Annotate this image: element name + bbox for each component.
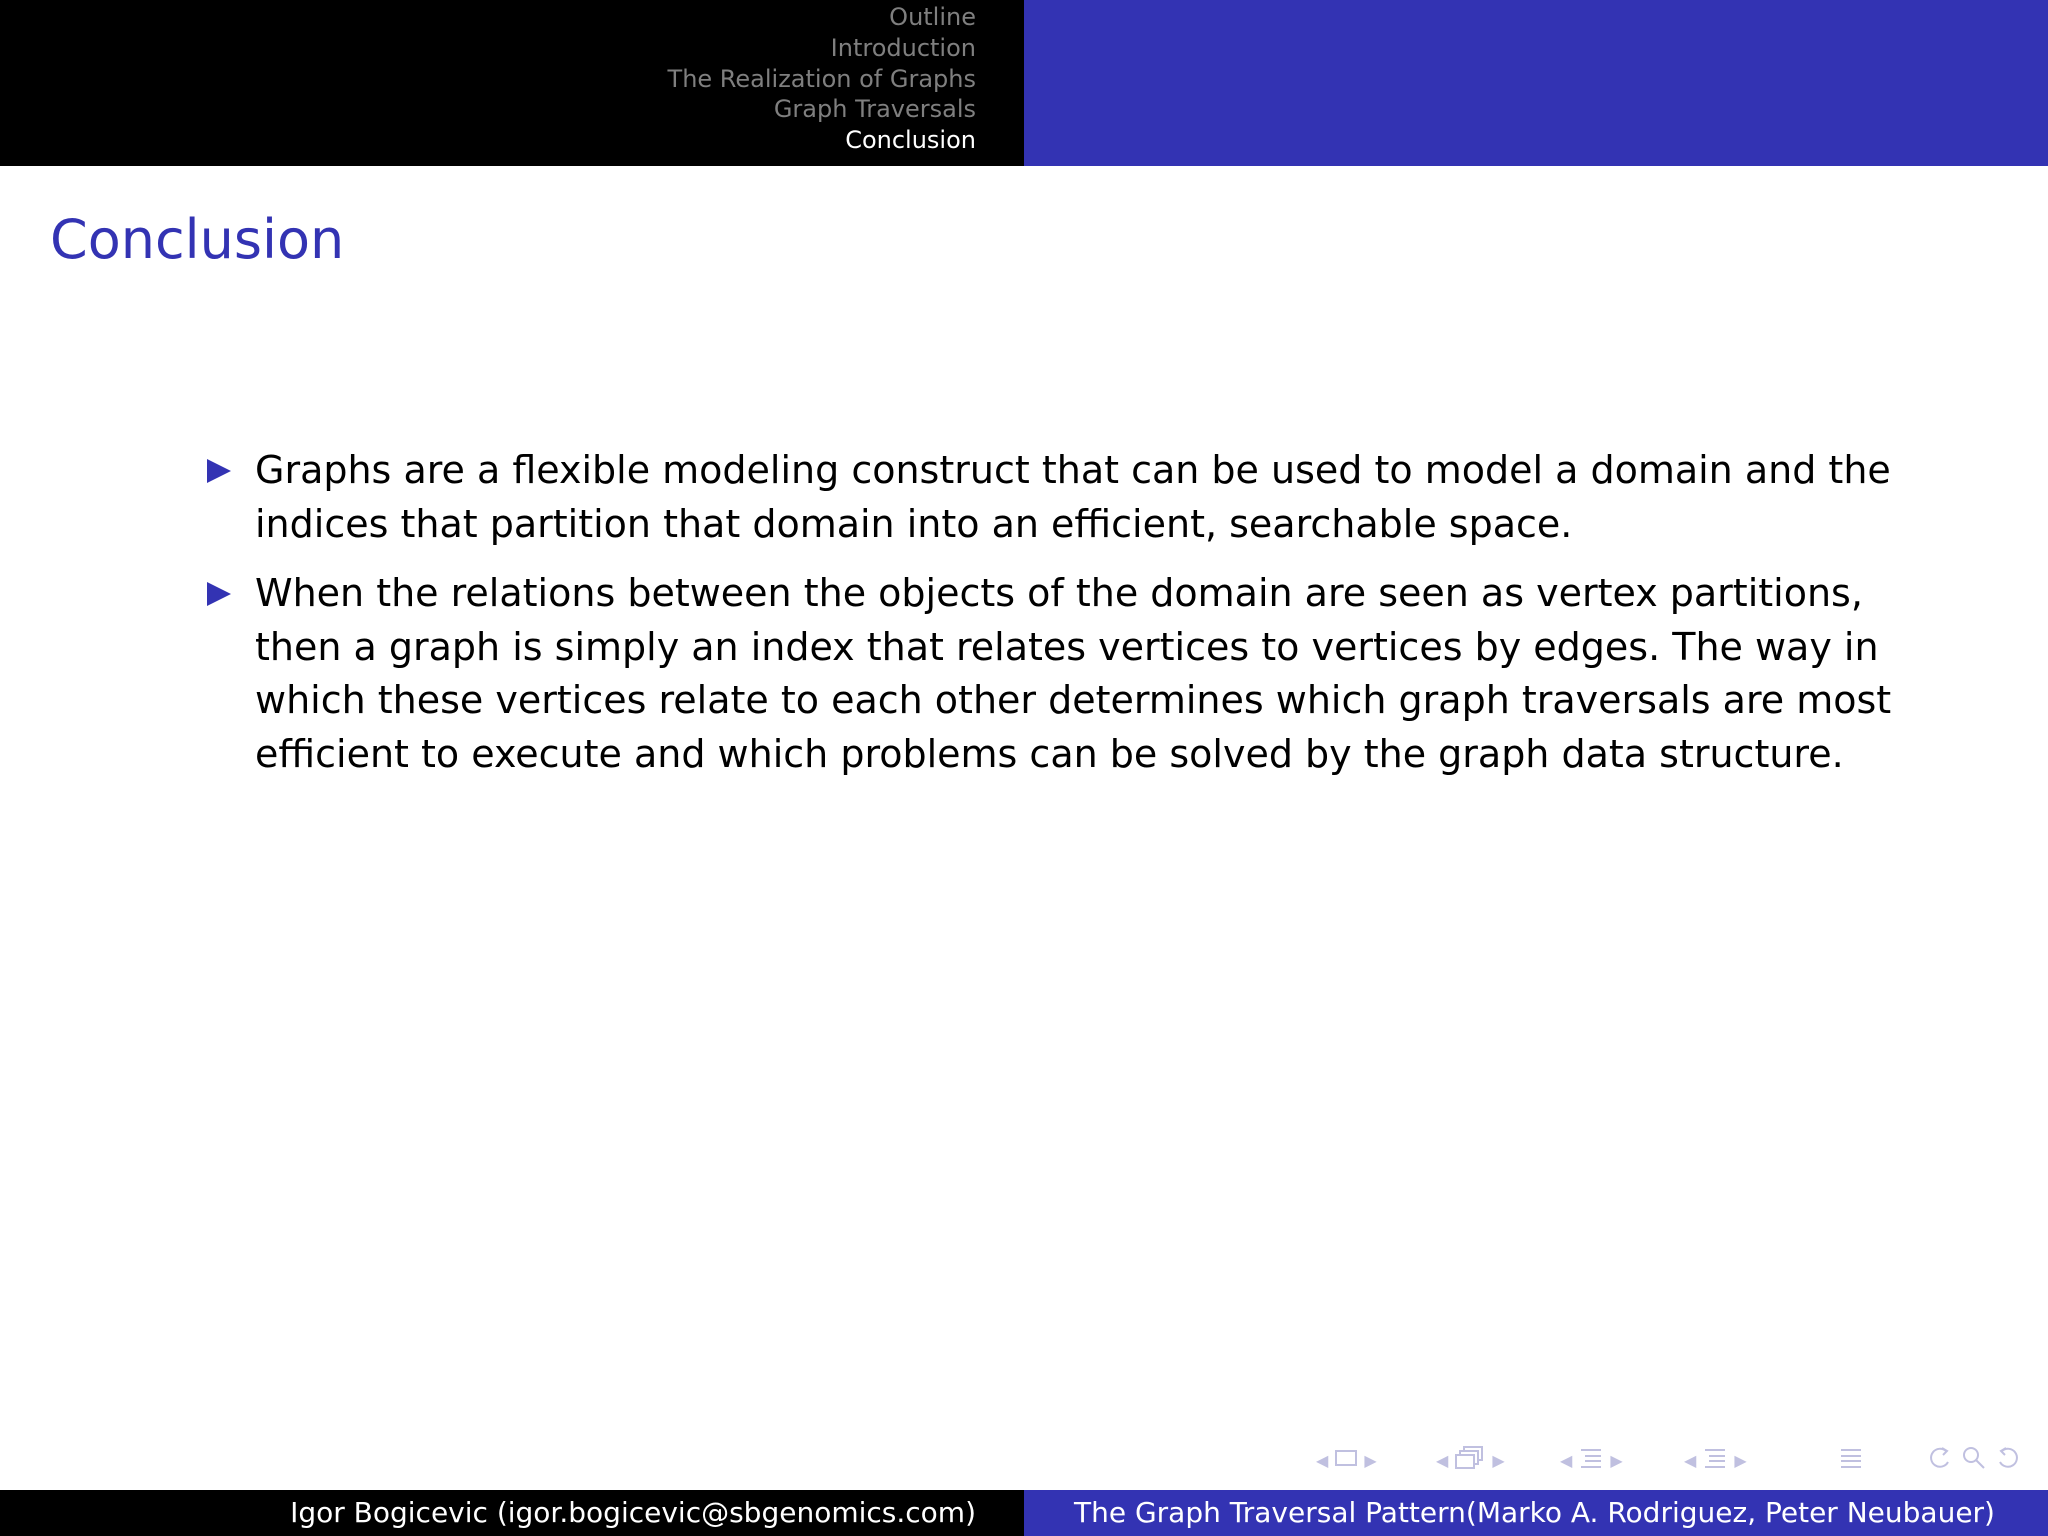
bullet-text: When the relations between the objects of the domain are seen as vertex partitions, then a graph is simply an index that relates vertices to vertices by edges. The way in which these vertices relate to each other determines which graph traversals are most efficient to execute and which problems can be solved by the graph data structure. (255, 571, 1892, 776)
headline-section-panel (0, 0, 1024, 166)
frame-icon[interactable] (1454, 1445, 1486, 1475)
previous-frame-arrow-icon[interactable]: ◀ (1436, 1450, 1449, 1470)
headline (0, 0, 2048, 166)
back-icon[interactable] (1926, 1444, 1954, 1476)
frame-navigation (1436, 1442, 1505, 1478)
section-link-graph-traversals[interactable]: Graph Traversals (773, 95, 976, 124)
headline-subsection-panel (1024, 0, 2048, 166)
bullet-item (205, 567, 1925, 781)
previous-slide-arrow-icon[interactable]: ◀ (1316, 1450, 1329, 1470)
next-subsection-arrow-icon[interactable]: ▶ (1610, 1450, 1623, 1470)
previous-subsection-arrow-icon[interactable]: ◀ (1560, 1450, 1573, 1470)
section-link-outline[interactable]: Outline (889, 3, 976, 31)
subsection-navigation (1560, 1442, 1623, 1478)
search-navigation (1926, 1442, 2022, 1478)
section-link-realization-of-graphs[interactable]: The Realization of Graphs (667, 64, 976, 93)
search-icon[interactable] (1960, 1444, 1988, 1476)
next-section-arrow-icon[interactable]: ▶ (1734, 1450, 1747, 1470)
footer-author: Igor Bogicevic (igor.bogicevic@sbgenomics.com) (0, 1490, 1024, 1536)
footer-title: The Graph Traversal Pattern(Marko A. Rodriguez, Peter Neubauer) (1024, 1490, 2048, 1536)
slide-icon[interactable] (1334, 1449, 1358, 1471)
bullet-text: Graphs are a flexible modeling construct that can be used to model a domain and the indices that partition that domain into an efficient, searchable space. (255, 448, 1891, 546)
footline (0, 1490, 2048, 1536)
forward-icon[interactable] (1994, 1444, 2022, 1476)
section-navigation (668, 2, 976, 156)
section-link-introduction[interactable]: Introduction (830, 33, 976, 62)
next-frame-arrow-icon[interactable]: ▶ (1492, 1450, 1505, 1470)
section-icon[interactable] (1702, 1446, 1728, 1474)
document-navigation (1838, 1442, 1864, 1478)
triangle-bullet-icon (207, 582, 231, 606)
next-slide-arrow-icon[interactable]: ▶ (1364, 1450, 1377, 1470)
triangle-bullet-icon (207, 459, 231, 483)
bullet-item (205, 444, 1925, 551)
section-link-conclusion[interactable]: Conclusion (845, 126, 976, 155)
frame-title: Conclusion (50, 208, 345, 271)
document-icon[interactable] (1838, 1446, 1864, 1474)
subsection-icon[interactable] (1578, 1446, 1604, 1474)
navigation-symbols (1316, 1442, 1377, 1478)
section-navigation-symbols (1684, 1442, 1747, 1478)
previous-section-arrow-icon[interactable]: ◀ (1684, 1450, 1697, 1470)
frame-content (205, 444, 1925, 797)
